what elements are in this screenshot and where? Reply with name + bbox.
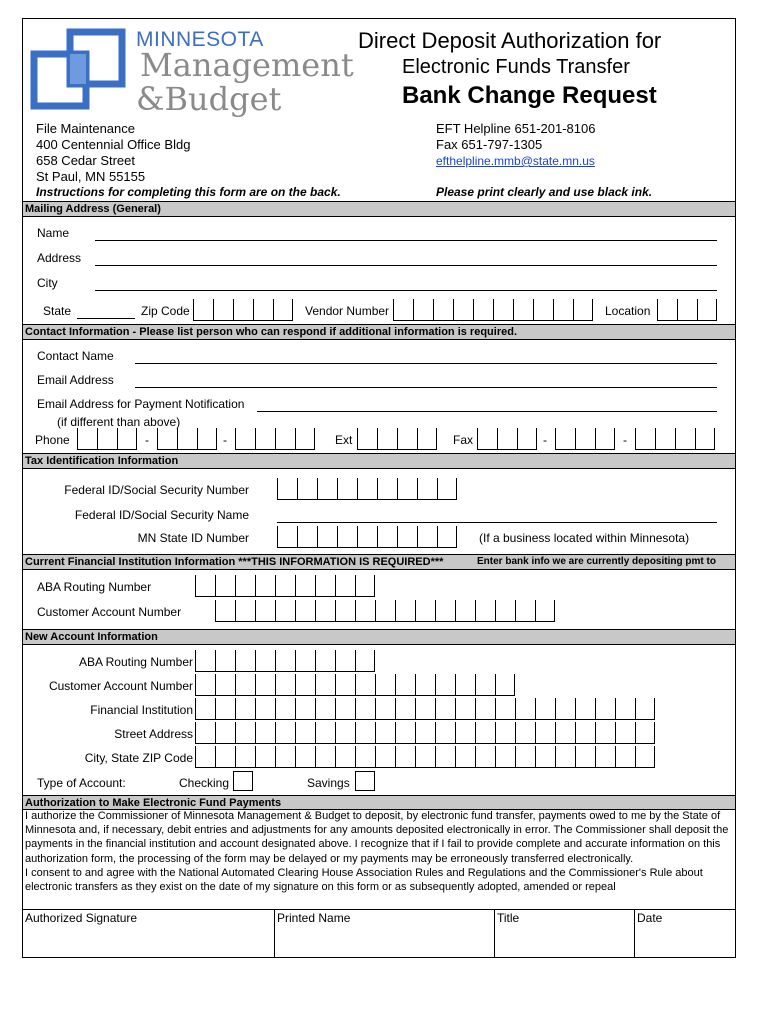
eft-helpline: EFT Helpline 651-201-8106 xyxy=(436,121,596,136)
form-title-line1: Direct Deposit Authorization for xyxy=(358,28,662,53)
zip-boxes[interactable] xyxy=(193,299,293,321)
fed-name-label: Federal ID/Social Security Name xyxy=(74,508,249,522)
phone-dash-2: - xyxy=(223,433,227,447)
logo-line1: MINNESOTA xyxy=(136,28,264,51)
if-different-note: (if different than above) xyxy=(57,415,181,429)
address-line4: St Paul, MN 55155 xyxy=(36,169,146,184)
savings-checkbox[interactable] xyxy=(355,771,375,791)
address-line3: 658 Cedar Street xyxy=(36,153,136,168)
title-field[interactable] xyxy=(495,910,635,958)
email-payment-label: Email Address for Payment Notification xyxy=(37,397,245,411)
email-address-field[interactable] xyxy=(135,387,717,388)
name-label: Name xyxy=(37,226,70,240)
signature-label: Authorized Signature xyxy=(25,911,138,925)
signature-row xyxy=(23,909,735,957)
name-field[interactable] xyxy=(95,240,717,241)
state-field[interactable] xyxy=(77,318,135,319)
eft-fax: Fax 651-797-1305 xyxy=(436,137,543,152)
fax-dash-2: - xyxy=(623,433,627,447)
fed-id-boxes[interactable] xyxy=(277,478,457,500)
mn-id-boxes[interactable] xyxy=(277,526,457,548)
city-state-zip-boxes[interactable] xyxy=(195,746,655,768)
account-type-label: Type of Account: xyxy=(37,776,126,790)
fax-area-boxes[interactable] xyxy=(477,428,537,450)
authorization-para1: I authorize the Commissioner of Minnesota Management & Budget to deposit, by electronic fund transfer, payments owed to me by the State of Minnesota and, if necessary, debit entries and adjustments for any amounts deposited electronically in error. The Commissioner shall deposit the payments in the financial institution and account designated above. I recognize that if I fail to provide complete and accurate information on this authorization form, the processing of the form may be delayed or my payments may be erroneously transferred electronically. xyxy=(25,810,729,865)
contact-name-label: Contact Name xyxy=(37,349,114,363)
city-state-zip-label: City, State ZIP Code xyxy=(84,751,193,765)
city-label: City xyxy=(37,276,58,290)
savings-label: Savings xyxy=(307,776,350,790)
location-boxes[interactable] xyxy=(657,299,717,321)
vendor-boxes[interactable] xyxy=(393,299,593,321)
address-field[interactable] xyxy=(95,265,717,266)
phone-area-boxes[interactable] xyxy=(77,428,137,450)
phone-line-boxes[interactable] xyxy=(235,428,315,450)
section-tax-heading: Tax Identification Information xyxy=(23,453,735,469)
address-label: Address xyxy=(37,251,82,265)
instructions-note: Instructions for completing this form are on the back. xyxy=(36,185,341,199)
signature-field[interactable] xyxy=(23,910,275,958)
phone-dash-1: - xyxy=(145,433,149,447)
fax-label: Fax xyxy=(453,433,474,447)
current-account-label: Customer Account Number xyxy=(37,605,182,619)
street-label: Street Address xyxy=(114,727,193,741)
form-title-line2: Electronic Funds Transfer xyxy=(402,56,630,78)
logo-line3: &Budget xyxy=(136,80,282,118)
new-account-boxes[interactable] xyxy=(195,674,515,696)
address-line2: 400 Centennial Office Bldg xyxy=(36,137,191,152)
mn-id-label: MN State ID Number xyxy=(137,531,249,545)
zip-label: Zip Code xyxy=(141,304,190,318)
printed-name-label: Printed Name xyxy=(277,911,351,925)
institution-boxes[interactable] xyxy=(195,698,655,720)
checking-checkbox[interactable] xyxy=(233,771,253,791)
fax-prefix-boxes[interactable] xyxy=(555,428,615,450)
fax-line-boxes[interactable] xyxy=(635,428,715,450)
eft-email-link[interactable]: efthelpline.mmb@state.mn.us xyxy=(436,154,595,168)
vendor-label: Vendor Number xyxy=(305,304,390,318)
logo-line2: Management xyxy=(140,46,354,84)
current-fi-heading-note: Enter bank info we are currently depositing pmt to xyxy=(477,556,716,567)
ext-label: Ext xyxy=(335,433,353,447)
current-aba-label: ABA Routing Number xyxy=(37,580,152,594)
current-aba-boxes[interactable] xyxy=(195,575,375,597)
fax-dash-1: - xyxy=(543,433,547,447)
current-account-boxes[interactable] xyxy=(215,600,555,622)
section-current-fi-heading xyxy=(23,554,735,570)
authorization-para2: I consent to and agree with the National Automated Clearing House Association Rules and Regulations and the Commissioner's Rule about electronic transfers as they exist on the date of my signature on this form or as subsequently adopted, amended or repeal xyxy=(25,866,703,894)
authorization-text xyxy=(25,809,733,894)
section-mailing-heading: Mailing Address (General) xyxy=(23,201,735,217)
institution-label: Financial Institution xyxy=(90,703,193,717)
email-address-label: Email Address xyxy=(37,373,114,387)
phone-prefix-boxes[interactable] xyxy=(157,428,217,450)
mn-id-note: (If a business located within Minnesota) xyxy=(479,531,690,545)
location-label: Location xyxy=(605,304,651,318)
new-aba-label: ABA Routing Number xyxy=(78,655,193,669)
state-label: State xyxy=(43,304,72,318)
form-frame xyxy=(22,18,736,958)
section-new-account-heading: New Account Information xyxy=(23,629,735,645)
print-note: Please print clearly and use black ink. xyxy=(436,185,653,199)
section-contact-heading: Contact Information - Please list person who can respond if additional information is required. xyxy=(23,324,735,340)
form-title-line3: Bank Change Request xyxy=(402,82,657,109)
fed-id-label: Federal ID/Social Security Number xyxy=(64,483,249,497)
printed-name-field[interactable] xyxy=(275,910,495,958)
new-account-label: Customer Account Number xyxy=(48,679,193,693)
checking-label: Checking xyxy=(179,776,230,790)
date-label: Date xyxy=(637,911,663,925)
date-field[interactable] xyxy=(635,910,735,958)
ext-boxes[interactable] xyxy=(357,428,437,450)
city-field[interactable] xyxy=(95,290,717,291)
title-label: Title xyxy=(497,911,520,925)
phone-label: Phone xyxy=(35,433,70,447)
street-boxes[interactable] xyxy=(195,722,655,744)
new-aba-boxes[interactable] xyxy=(195,650,375,672)
fed-name-field[interactable] xyxy=(277,522,717,523)
address-line1: File Maintenance xyxy=(36,121,135,136)
contact-name-field[interactable] xyxy=(135,363,717,364)
email-payment-field[interactable] xyxy=(257,411,717,412)
section-authorization-heading: Authorization to Make Electronic Fund Payments xyxy=(23,795,735,810)
current-fi-heading-text: Current Financial Institution Information ***THIS INFORMATION IS REQUIRED*** xyxy=(25,556,444,568)
